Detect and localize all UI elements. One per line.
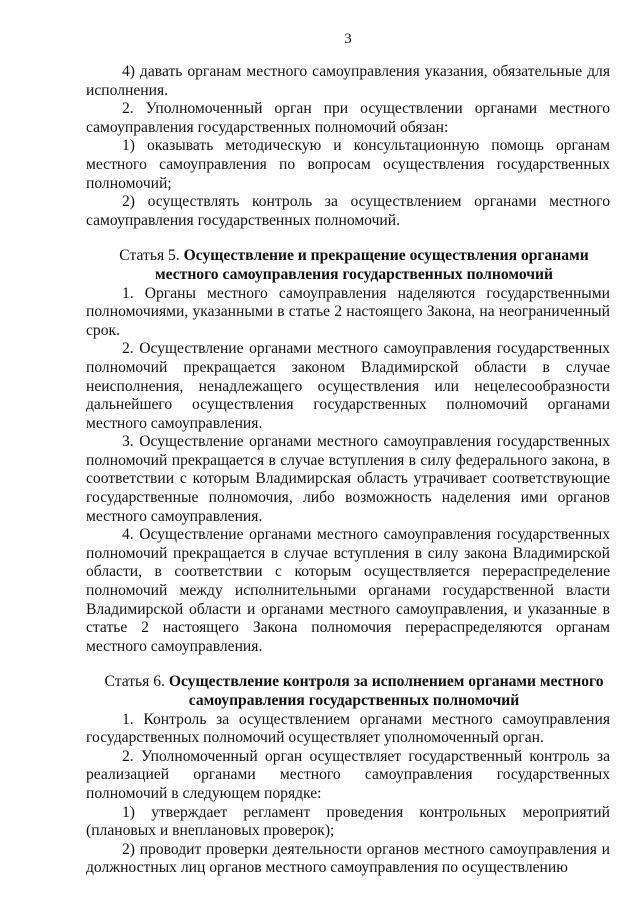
paragraph: 2. Уполномоченный орган осуществляет государственный контроль за реализацией органами местного самоуправления государственных полномочий в следующем порядке: <box>86 747 610 802</box>
paragraph: 4. Осуществление органами местного самоуправления государственных полномочий прекращается в случае вступления в силу закона Владимирской области, в соответствии с которым осуществляется перераспределение полномочий между исполнительными органами государственной власти Владимирской области и органами местного самоуправления, и указанные в статье 2 настоящего Закона полномочия перераспределяются органам местного самоуправления. <box>86 526 610 655</box>
paragraph: 1) утверждает регламент проведения контрольных мероприятий (плановых и внеплановых проверок); <box>86 803 610 840</box>
article-number: Статья 6. <box>104 673 165 691</box>
document-body <box>86 63 610 878</box>
article-heading <box>86 247 610 284</box>
paragraph: 1. Контроль за осуществлением органами местного самоуправления государственных полномочий осуществляет уполномоченный орган. <box>86 710 610 747</box>
paragraph: 1) оказывать методическую и консультационную помощь органам местного самоуправления по вопросам осуществления государственных полномочий; <box>86 137 610 192</box>
paragraph: 2) осуществлять контроль за осуществлением органами местного самоуправления государственных полномочий. <box>86 193 610 229</box>
section-gap <box>86 656 610 673</box>
paragraph: 2. Осуществление органами местного самоуправления государственных полномочий прекращается законом Владимирской области в случае неисполнения, ненадлежащего осуществления или нецелесообразности дальнейшего осуществления государственных полномочий органами местного самоуправления. <box>86 340 610 432</box>
paragraph: 1. Органы местного самоуправления наделяются государственными полномочиями, указанными в статье 2 настоящего Закона, на неограниченный срок. <box>86 284 610 339</box>
article-heading <box>86 673 610 710</box>
page-number: 3 <box>344 31 352 47</box>
section-gap <box>86 230 610 247</box>
paragraph: 4) давать органам местного самоуправления указания, обязательные для исполнения. <box>86 63 610 99</box>
paragraph: 3. Осуществление органами местного самоуправления государственных полномочий прекращается в случае вступления в силу федерального закона, в соответствии с которым Владимирская область утрачивает соответствующие государственные полномочия, либо возможность наделения ими органов местного самоуправления. <box>86 433 610 525</box>
paragraph: 2. Уполномоченный орган при осуществлении органами местного самоуправления государственных полномочий обязан: <box>86 100 610 136</box>
article-number: Статья 5. <box>119 247 180 265</box>
article-title: Осуществление контроля за исполнением органами местного самоуправления государственных полномочий <box>168 673 604 709</box>
paragraph: 2) проводит проверки деятельности органов местного самоуправления и должностных лиц органов местного самоуправления по осуществлению <box>86 840 610 877</box>
article-title: Осуществление и прекращение осуществления органами местного самоуправления государственных полномочий <box>155 247 589 283</box>
